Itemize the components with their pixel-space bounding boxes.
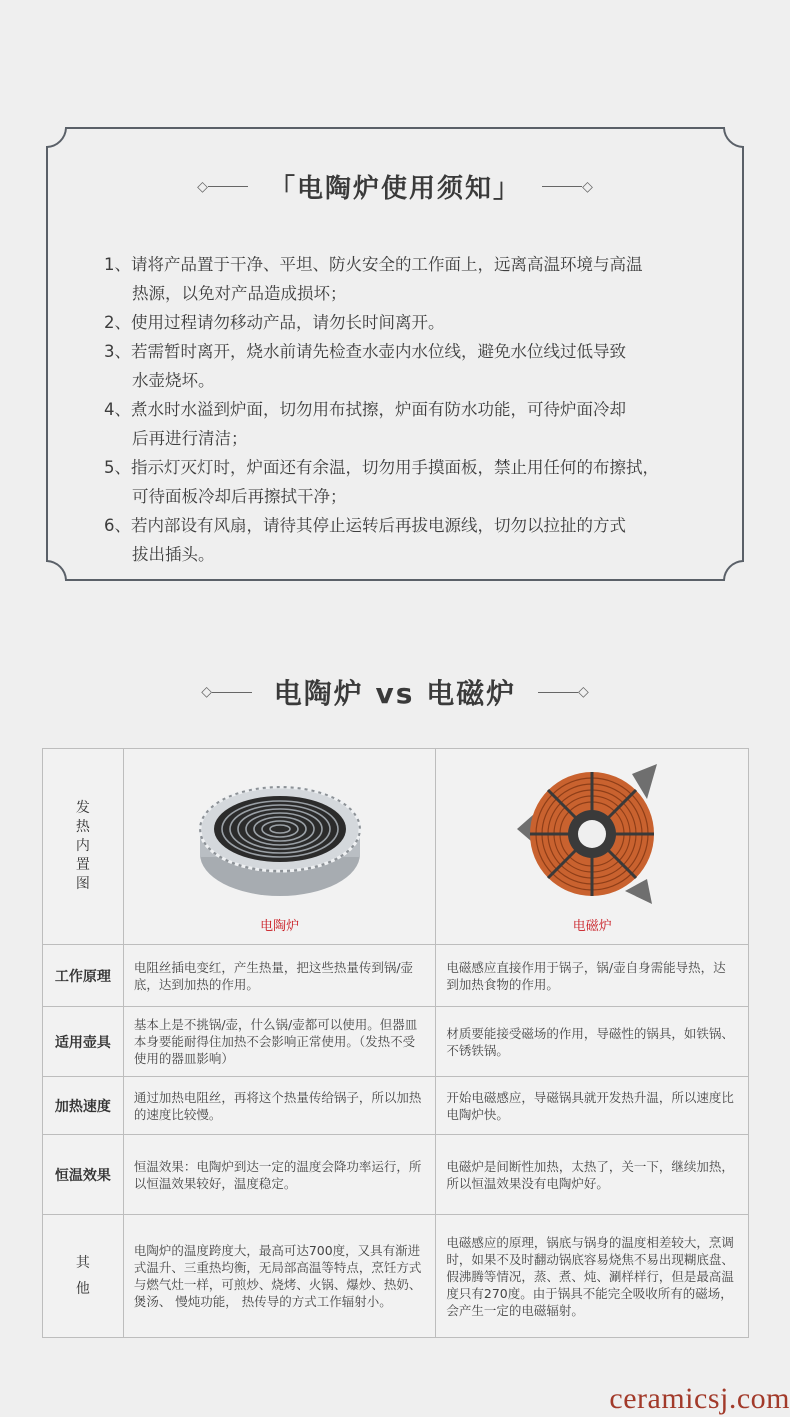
ceramic-cell: 电陶炉的温度跨度大，最高可达700度，又具有渐进式温升、三重热均衡，无局部高温等特点，烹饪方式与燃气灶一样，可煎炒、烧烤、火锅、爆炒、热奶、煲汤、 慢炖功能， 热传导的方式工作辐射小。 [123, 1215, 436, 1338]
ceramic-cell: 恒温效果：电陶炉到达一定的温度会降功率运行，所以恒温效果较好，温度稳定。 [123, 1135, 436, 1215]
ceramic-cell: 基本上是不挑锅/壶，什么锅/壶都可以使用。但器皿本身要能耐得住加热不会影响正常使用。（发热不受使用的器皿影响） [123, 1007, 436, 1077]
row-label: 恒温效果 [43, 1135, 124, 1215]
row-label: 发热内置图 [43, 749, 124, 945]
table-row-image [43, 749, 749, 945]
table-row [43, 1135, 749, 1215]
row-label: 工作原理 [43, 945, 124, 1007]
right-ornament: ◇ [538, 684, 589, 700]
notice-item: 2、使用过程请勿移动产品，请勿长时间离开。 [104, 313, 445, 332]
induction-cell: 开始电磁感应，导磁锅具就开发热升温，所以速度比电陶炉快。 [436, 1077, 749, 1135]
induction-coil-image [507, 759, 677, 909]
table-row [43, 1215, 749, 1338]
compare-heading [0, 672, 790, 712]
notice-item: 4、煮水时水溢到炉面，切勿用布拭擦，炉面有防水功能，可待炉面冷却 后再进行清洁； [104, 400, 626, 448]
left-ornament: ◇ [201, 684, 252, 700]
row-label: 适用壶具 [43, 1007, 124, 1077]
table-row [43, 1077, 749, 1135]
row-label: 加热速度 [43, 1077, 124, 1135]
induction-cell: 电磁感应直接作用于锅子，锅/壶自身需能导热，达到加热食物的作用。 [436, 945, 749, 1007]
table-row [43, 945, 749, 1007]
induction-cell: 电磁感应的原理，锅底与锅身的温度相差较大，烹调时，如果不及时翻动锅底容易烧焦不易出现糊底盘、假沸腾等情况，蒸、煮、炖、涮样样行，但是最高温度只有270度。由于锅具不能完全吸收所有的磁场，会产生一定的电磁辐射。 [436, 1215, 749, 1338]
ceramic-cell: 电阻丝插电变红，产生热量，把这些热量传到锅/壶底，达到加热的作用。 [123, 945, 436, 1007]
notice-item: 1、请将产品置于干净、平坦、防火安全的工作面上，远离高温环境与高温 热源，以免对产品造成损坏； [104, 255, 643, 303]
table-row [43, 1007, 749, 1077]
ceramic-caption: 电陶炉 [260, 919, 300, 934]
left-ornament: ◇ [197, 179, 248, 195]
notice-list [104, 250, 724, 569]
notice-item: 6、若内部设有风扇，请待其停止运转后再拔电源线，切勿以拉扯的方式 拔出插头。 [104, 516, 626, 564]
right-ornament: ◇ [542, 179, 593, 195]
notice-heading [0, 168, 790, 205]
induction-caption: 电磁炉 [572, 919, 612, 934]
induction-coil-cell [436, 749, 749, 945]
induction-cell: 材质要能接受磁场的作用，导磁性的锅具，如铁锅、不锈铁锅。 [436, 1007, 749, 1077]
ceramic-heating-element-image [195, 759, 365, 909]
comparison-table [42, 748, 749, 1338]
notice-item: 5、指示灯灭灯时，炉面还有余温，切勿用手摸面板，禁止用任何的布擦拭， 可待面板冷却后再擦拭干净； [104, 458, 659, 506]
watermark: ceramicsj.com [609, 1382, 790, 1415]
compare-title: 电陶炉 vs 电磁炉 [273, 677, 517, 710]
row-label: 其他 [43, 1215, 124, 1338]
notice-item: 3、若需暂时离开，烧水前请先检查水壶内水位线，避免水位线过低导致 水壶烧坏。 [104, 342, 626, 390]
induction-cell: 电磁炉是间断性加热，太热了，关一下，继续加热，所以恒温效果没有电陶炉好。 [436, 1135, 749, 1215]
notice-title: 「电陶炉使用须知」 [268, 174, 521, 204]
ceramic-heater-cell [123, 749, 436, 945]
ceramic-cell: 通过加热电阻丝，再将这个热量传给锅子，所以加热的速度比较慢。 [123, 1077, 436, 1135]
